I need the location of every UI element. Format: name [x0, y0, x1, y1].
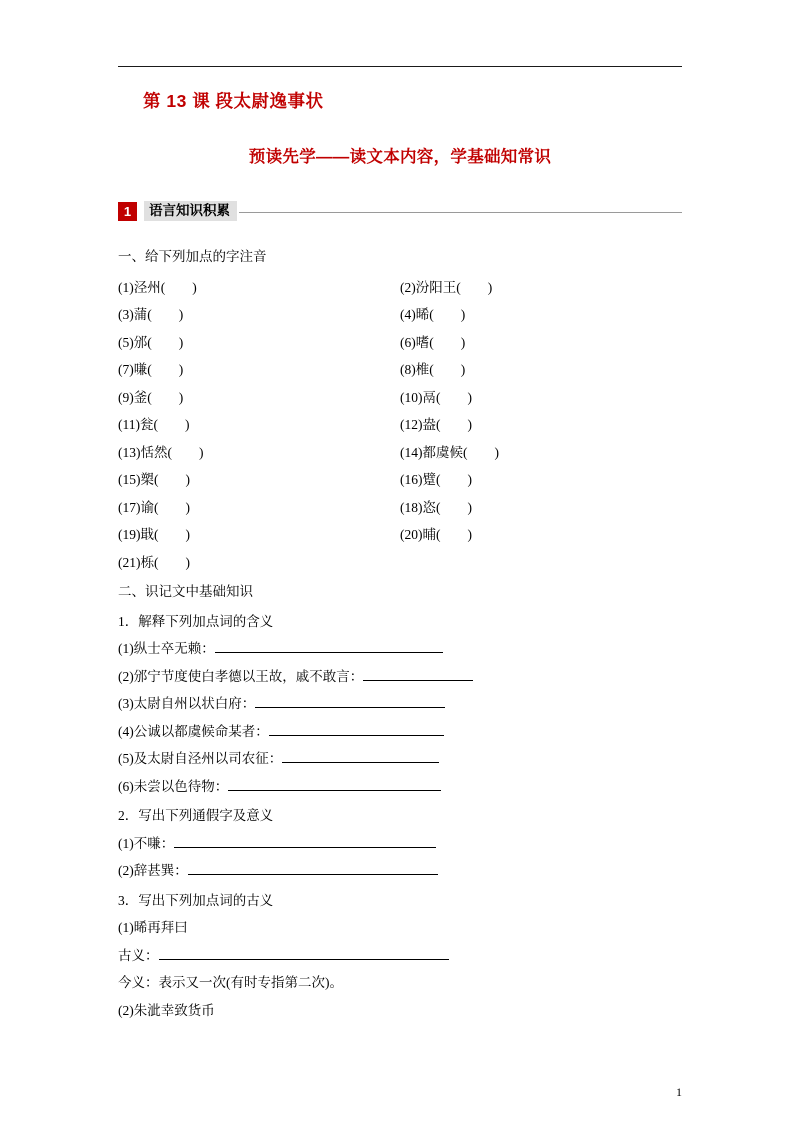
pinyin-item: (13)恬然( ) [118, 444, 204, 460]
pinyin-item: (14)都虞候( ) [400, 444, 499, 460]
pinyin-row [118, 439, 682, 467]
pinyin-row [118, 384, 682, 412]
question-text: (4)公诚以都虞候命某者： [118, 723, 269, 739]
answer-blank[interactable] [159, 947, 449, 960]
block-divider [239, 212, 682, 213]
pinyin-row [118, 466, 682, 494]
question-text: (3)太尉自州以状白府： [118, 696, 256, 711]
pinyin-exercise-grid [118, 274, 682, 577]
pinyin-item: (20)晡( ) [400, 527, 472, 542]
pinyin-item: (16)躄( ) [400, 472, 472, 487]
pinyin-item: (7)嗛( ) [118, 362, 184, 377]
pinyin-item: (2)汾阳王( ) [400, 279, 493, 295]
question-text: 今义：表示又一次(有时专指第二次)。 [118, 975, 343, 990]
question-text: (6)未尝以色待物： [118, 778, 229, 794]
answer-blank[interactable] [269, 723, 444, 736]
answer-blank[interactable] [255, 695, 445, 708]
pinyin-row [118, 494, 682, 522]
pinyin-row [118, 329, 682, 357]
pinyin-row [118, 356, 682, 384]
pinyin-item: (8)椎( ) [400, 362, 466, 377]
question-text: (1)晞再拜曰 [118, 920, 188, 935]
pinyin-item: (10)鬲( ) [400, 389, 472, 405]
question-item [118, 830, 682, 858]
part-two-heading: 二、识记文中基础知识 [118, 584, 253, 599]
pinyin-item: (12)盎( ) [400, 417, 472, 432]
question-text: 古义： [118, 947, 159, 963]
pinyin-row [118, 411, 682, 439]
pinyin-item: (11)瓮( ) [118, 417, 190, 432]
pinyin-item: (15)槊( ) [118, 472, 190, 487]
pinyin-item: (5)邠( ) [118, 334, 184, 350]
question-text: (2)辞甚巽： [118, 863, 188, 878]
question-item [118, 635, 682, 663]
pinyin-row [118, 274, 682, 302]
question-item [118, 773, 682, 801]
section-heading: 预读先学——读文本内容，学基础知常识 [248, 148, 552, 166]
answer-blank[interactable] [188, 862, 438, 875]
pinyin-item: (9)釜( ) [118, 389, 184, 405]
answer-blank[interactable] [174, 835, 436, 848]
pinyin-row [118, 301, 682, 329]
page-number: 1 [676, 1085, 682, 1099]
block-header-language-knowledge [118, 201, 682, 221]
question-text: (2)朱泚幸致货币 [118, 1002, 215, 1018]
answer-blank[interactable] [282, 750, 439, 763]
answer-blank[interactable] [363, 668, 473, 681]
question-item [118, 857, 682, 885]
pinyin-item: (17)谕( ) [118, 499, 190, 515]
pinyin-item: (1)泾州( ) [118, 279, 197, 295]
page-title: 第 13 课 段太尉逸事状 [143, 91, 324, 111]
pinyin-item-empty [400, 549, 682, 577]
answer-blank[interactable] [228, 778, 441, 791]
question-3-heading: 3．写出下列加点词的古义 [118, 892, 274, 908]
question-item [118, 718, 682, 746]
question-item [118, 942, 682, 970]
question-item [118, 969, 682, 997]
answer-blank[interactable] [215, 640, 443, 653]
pinyin-row [118, 521, 682, 549]
header-rule [118, 66, 682, 67]
question-item [118, 914, 682, 942]
question-2-heading: 2．写出下列通假字及意义 [118, 808, 274, 823]
block-number-badge: 1 [118, 202, 137, 221]
question-item [118, 745, 682, 773]
part-one-heading: 一、给下列加点的字注音 [118, 249, 267, 264]
question-item [118, 690, 682, 718]
pinyin-item: (19)戢( ) [118, 527, 190, 542]
pinyin-item: (6)嗜( ) [400, 334, 466, 350]
question-text: (1)不嗛： [118, 835, 175, 851]
block-label: 语言知识积累 [144, 201, 237, 221]
pinyin-item: (4)晞( ) [400, 307, 466, 322]
pinyin-item: (3)蒲( ) [118, 307, 184, 322]
pinyin-item: (21)栎( ) [118, 554, 190, 570]
question-1-heading: 1．解释下列加点词的含义 [118, 613, 274, 629]
question-text: (5)及太尉自泾州以司农征： [118, 751, 283, 766]
pinyin-row [118, 549, 682, 577]
page-content [118, 0, 682, 1024]
question-item [118, 997, 682, 1025]
question-text: (1)纵士卒无赖： [118, 641, 215, 656]
question-item [118, 663, 682, 691]
question-text: (2)邠宁节度使白孝德以王故，戚不敢言： [118, 668, 364, 684]
pinyin-item: (18)恣( ) [400, 499, 472, 515]
